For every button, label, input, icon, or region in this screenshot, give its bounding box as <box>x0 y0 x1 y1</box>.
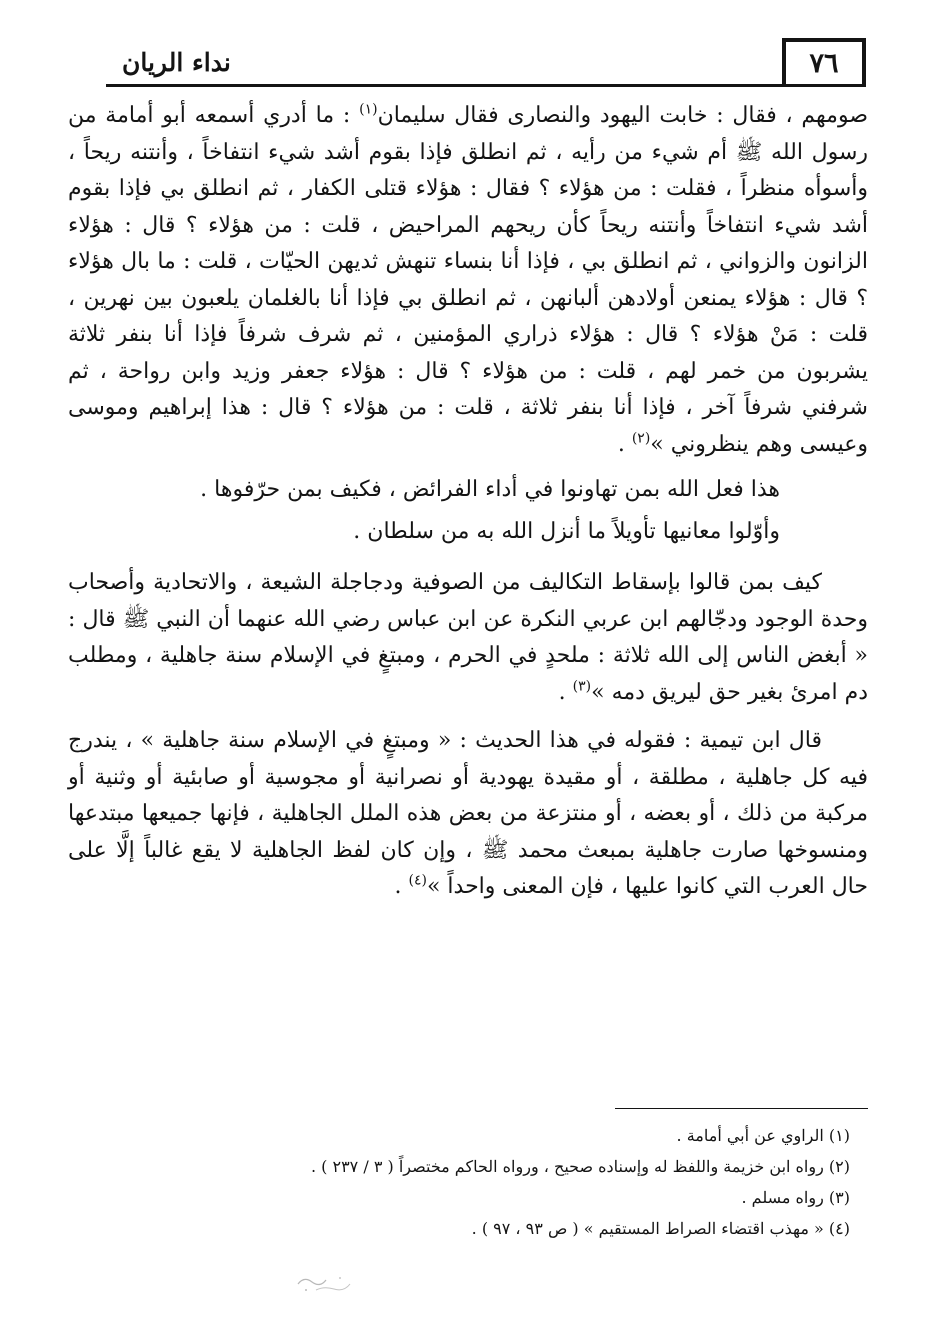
footnote-1: (١) الراوي عن أبي أمامة . <box>676 1126 850 1145</box>
paragraph-hadith-2 <box>68 565 868 711</box>
footnote-2: (٢) رواه ابن خزيمة واللفظ له وإسناده صحيح ، ورواه الحاكم مختصراً ( ٣ / ٢٣٧ ) . <box>310 1157 850 1176</box>
main-text <box>68 98 868 906</box>
page-header <box>106 38 866 88</box>
paragraph-text: صومهم ، فقال : خابت اليهود والنصارى فقال سليمان <box>377 103 868 128</box>
paragraph-text: كيف بمن قالوا بإسقاط التكاليف من الصوفية ودجاجلة الشيعة ، والاتحادية وأصحاب وحدة الوجود ودجّالهم ابن عربي النكرة عن ابن عباس رضي الله عنهما أن النبي ﷺ قال : « أبغض الناس إلى الله ثلاثة : ملحدٍ في الحرم ، ومبتغٍ في الإسلام سنة جاهلية ، ومطلب دم امرئ بغير حق ليريق دمه » <box>68 570 868 705</box>
paragraph-ibn-taymiyyah <box>68 723 868 906</box>
paragraph-text: . <box>558 679 573 705</box>
footnote-ref: (٤) <box>408 872 427 889</box>
footnote-ref: (٣) <box>572 678 592 695</box>
page-number-box <box>782 38 866 84</box>
scan-smudge <box>294 1270 354 1296</box>
book-title: نداء الريان <box>122 48 231 77</box>
paragraph-text: قال ابن تيمية : فقوله في هذا الحديث : « ومبتغٍ في الإسلام سنة جاهلية » ، يندرج فيه كل جاهلية ، مطلقة ، أو مقيدة يهودية أو نصرانية أو مجوسية أو صابئية أو وثنية أو مركبة من ذلك ، أو بعضه ، أو منتزعة من بعض هذه الملل الجاهلية ، فإنها جميعها مبتدعها ومنسوخها صارت جاهلية بمبعث محمد ﷺ ، وإن كان لفظ الجاهلية لا يقع غالباً إلَّا على حال العرب التي كانوا عليها ، فإن المعنى واحداً » <box>68 728 868 899</box>
paragraph-text: : ما أدري أسمعه أبو أمامة من رسول الله ﷺ أم شيء من رأيه ، ثم انطلق فإذا بقوم أشد شيء انتفاخاً ، وأنتنه ريحاً ، وأسوأه منظراً ، فقلت : من هؤلاء ؟ فقال : هؤلاء قتلى الكفار ، ثم انطلق بي فإذا بقوم أشد شيء انتفاخاً وأنتنه ريحاً كأن ريحهم المراحيض ، قلت : من هؤلاء ؟ قال : هؤلاء الزانون والزواني ، ثم انطلق بي ، فإذا أنا بنساء تنهش ثديهن الحيّات ، قلت : ما بال هؤلاء ؟ قال : هؤلاء يمنعن أولادهن ألبانهن ، ثم انطلق بي فإذا أنا بالغلمان يلعبون بين نهرين ، قلت : مَنْ هؤلاء ؟ قال : هؤلاء ذراري المؤمنين ، ثم شرف شرفاً فإذا أنا بنفر ثلاثة يشربون من خمر لهم ، قلت : من هؤلاء ؟ قال : هؤلاء جعفر وزيد وابن رواحة ، ثم شرفني شرفاً آخر ، فإذا أنا بنفر ثلاثة ، قلت : من هؤلاء ؟ قال : هذا إبراهيم وموسى وعيسى وهم ينظروني » <box>68 103 869 457</box>
footnote-separator <box>615 1108 868 1109</box>
page-number: ٧٦ <box>809 47 839 79</box>
footnote-4: (٤) « مهذب اقتضاء الصراط المستقيم » ( ص ٩٣ ، ٩٧ ) . <box>471 1219 850 1238</box>
footnote-3: (٣) رواه مسلم . <box>741 1188 850 1207</box>
verse-line-2: وأوّلوا معانيها تأويلاً ما أنزل الله به من سلطان . <box>353 519 780 544</box>
paragraph-text: . <box>617 431 632 457</box>
footnote-ref: (٢) <box>631 430 651 447</box>
footnote-ref: (١) <box>359 101 378 118</box>
verse-line-1: هذا فعل الله بمن تهاونوا في أداء الفرائض ، فكيف بمن حرّفوها . <box>200 477 780 502</box>
footnotes <box>150 1120 850 1244</box>
header-rule <box>106 84 866 87</box>
paragraph-hadith <box>68 98 868 463</box>
paragraph-text: . <box>394 874 409 899</box>
